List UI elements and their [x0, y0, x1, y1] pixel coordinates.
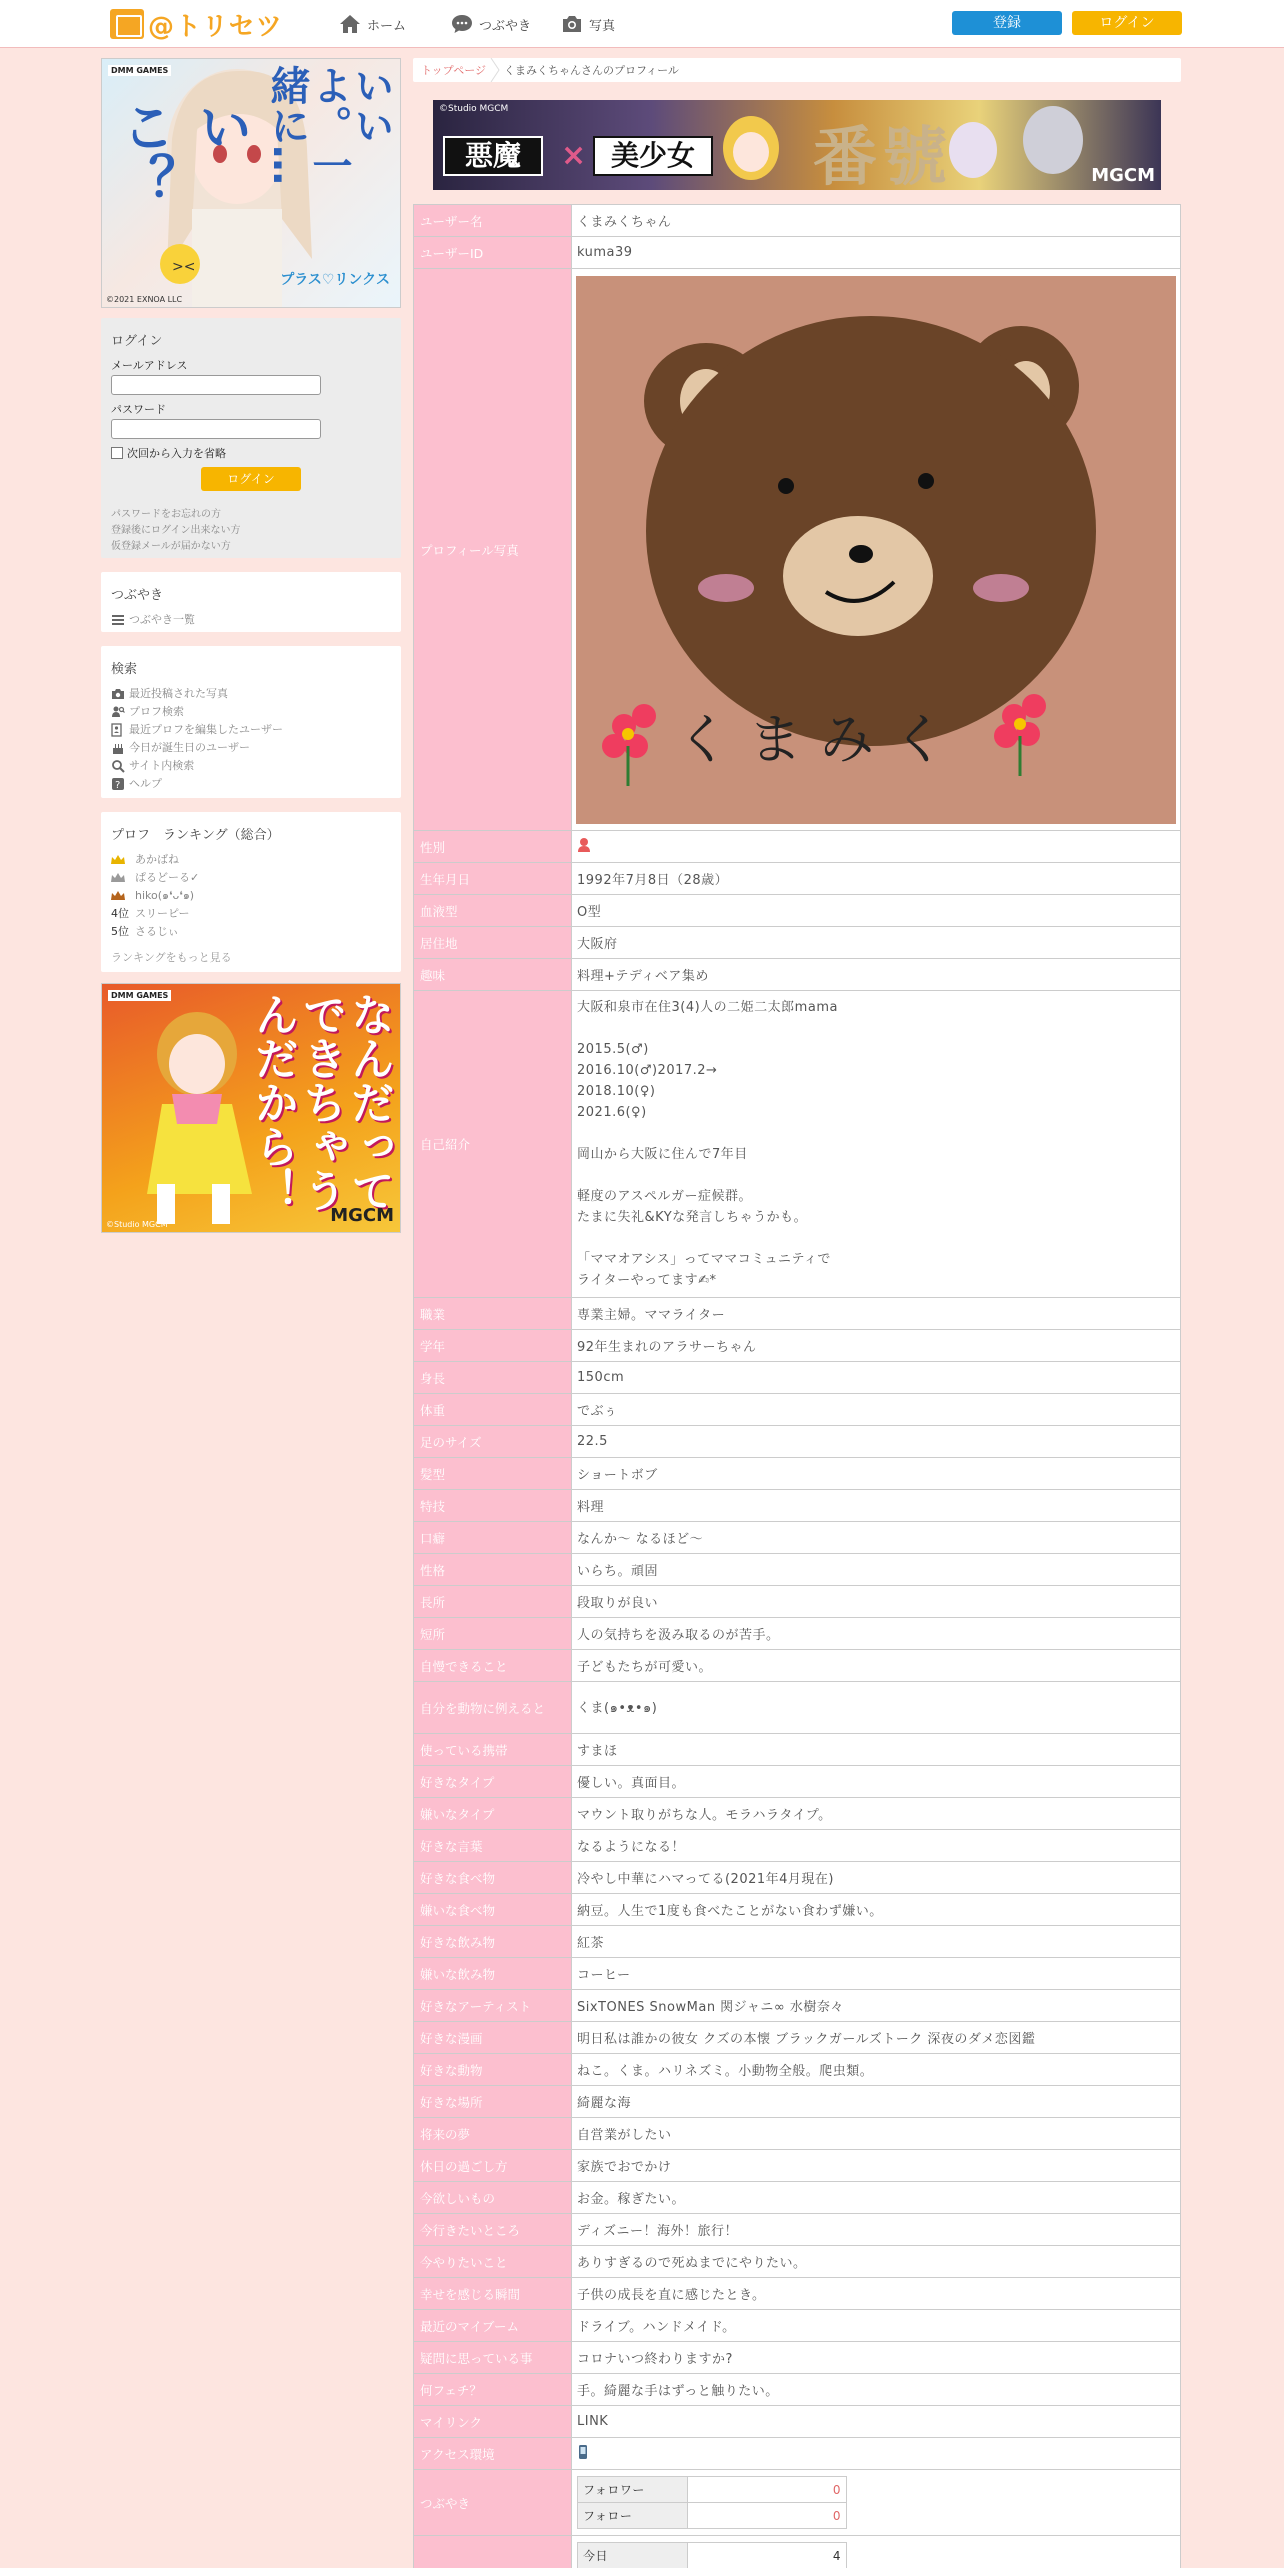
profile-value: くま(๑•ᴥ•๑)	[572, 1682, 1181, 1734]
profile-value: 自営業がしたい	[572, 2118, 1181, 2150]
access-stats-table	[577, 2542, 847, 2568]
profile-key: 好きな場所	[414, 2086, 572, 2118]
ranking-position: 4位	[111, 907, 129, 920]
profile-value: ありすぎるので死ぬまでにやりたい。	[572, 2246, 1181, 2278]
follower-label: フォロワー	[578, 2477, 688, 2503]
ad-headline: なんだってできちゃうんだから！	[247, 992, 394, 1212]
profile-value: ショートボブ	[572, 1458, 1181, 1490]
profile-value: 子どもたちが可愛い。	[572, 1650, 1181, 1682]
profile-row	[414, 1426, 1181, 1458]
birthday-link[interactable]	[111, 739, 391, 757]
profile-row	[414, 1734, 1181, 1766]
profile-row	[414, 2118, 1181, 2150]
banner-word-2: 美少女	[593, 136, 713, 176]
bronze-crown-icon	[111, 891, 125, 901]
breadcrumb-home-link[interactable]: トップページ	[421, 64, 487, 77]
profile-value: 綺麗な海	[572, 2086, 1181, 2118]
profile-key: 職業	[414, 1298, 572, 1330]
follow-count[interactable]: 0	[688, 2503, 847, 2529]
profile-row	[414, 2022, 1181, 2054]
profile-photo[interactable]	[576, 276, 1176, 824]
ranking-item[interactable]	[111, 851, 391, 869]
tweet-stats-cell	[572, 2470, 1181, 2536]
header-login-button[interactable]: ログイン	[1072, 11, 1182, 35]
tweet-box-title: つぶやき	[111, 588, 164, 603]
profile-value: 家族でおでかけ	[572, 2150, 1181, 2182]
profile-row	[414, 205, 1181, 237]
profile-key: 血液型	[414, 895, 572, 927]
recent-edited-label: 最近プロフを編集したユーザー	[129, 723, 283, 736]
profile-row	[414, 1394, 1181, 1426]
help-label: ヘルプ	[129, 777, 162, 790]
nav-home-label: ホーム	[367, 18, 407, 34]
ranking-item[interactable]	[111, 905, 391, 923]
profile-row	[414, 895, 1181, 927]
profile-row	[414, 1330, 1181, 1362]
profile-row	[414, 1650, 1181, 1682]
ranking-box	[101, 812, 401, 972]
today-label: 今日	[578, 2543, 688, 2568]
profile-key: 今行きたいところ	[414, 2214, 572, 2246]
profile-row	[414, 831, 1181, 863]
mobile-phone-icon	[577, 2444, 589, 2460]
profile-row	[414, 991, 1181, 1298]
profile-row	[414, 2278, 1181, 2310]
register-button[interactable]: 登録	[952, 11, 1062, 35]
site-search-label: サイト内検索	[129, 759, 195, 772]
ad-brand: MGCM	[330, 1205, 394, 1226]
profile-key: ユーザー名	[414, 205, 572, 237]
no-mail-link[interactable]: 仮登録メールが届かない方	[111, 541, 231, 552]
birthday-label: 今日が誕生日のユーザー	[129, 741, 250, 754]
profile-row	[414, 2246, 1181, 2278]
profile-key: 体重	[414, 1394, 572, 1426]
profile-value: ねこ。くま。ハリネズミ。小動物全般。爬虫類。	[572, 2054, 1181, 2086]
hobby-value: 料理+テディベア集め	[572, 959, 1181, 991]
profile-value: 明日私は誰かの彼女 クズの本懐 ブラックガールズトーク 深夜のダメ恋図鑑	[572, 2022, 1181, 2054]
profile-key: 性格	[414, 1554, 572, 1586]
profile-key: 休日の過ごし方	[414, 2150, 572, 2182]
profile-search-link[interactable]	[111, 703, 391, 721]
svg-text:><: ><	[172, 259, 196, 275]
search-box	[101, 646, 401, 798]
ad-copyright: ©Studio MGCM	[106, 1220, 168, 1229]
photo-text: くまみく	[676, 707, 964, 771]
ranking-name: スリーピー	[135, 907, 190, 920]
profile-value: ドライブ。ハンドメイド。	[572, 2310, 1181, 2342]
profile-row	[414, 2310, 1181, 2342]
profile-row	[414, 2342, 1181, 2374]
profile-row	[414, 1490, 1181, 1522]
nav-home[interactable]	[338, 10, 406, 38]
recent-photos-label: 最近投稿された写真	[129, 687, 228, 700]
breadcrumb-current: くまみくちゃんさんのプロフィール	[504, 64, 679, 77]
profile-key: ユーザーID	[414, 237, 572, 269]
profile-row	[414, 2150, 1181, 2182]
ranking-name: さるじぃ	[135, 925, 179, 938]
banner-word-1: 悪魔	[443, 136, 543, 176]
profile-value: いらち。頑固	[572, 1554, 1181, 1586]
gender-value	[572, 831, 1181, 863]
profile-key: 好きなアーティスト	[414, 1990, 572, 2022]
female-icon	[577, 837, 591, 853]
remember-label: 次回から入力を省略	[127, 447, 226, 460]
residence-value: 大阪府	[572, 927, 1181, 959]
cake-icon	[111, 741, 125, 755]
ranking-name: ぱるどーる✓	[135, 871, 200, 884]
ranking-more-link[interactable]: ランキングをもっと見る	[111, 951, 232, 964]
profile-key: アクセス環境	[414, 2438, 572, 2470]
profile-value: 段取りが良い	[572, 1586, 1181, 1618]
profile-row	[414, 2406, 1181, 2438]
ad-headline-2: いこ？	[113, 99, 253, 207]
profile-value: 92年生まれのアラサーちゃん	[572, 1330, 1181, 1362]
profile-row	[414, 1362, 1181, 1394]
site-logo[interactable]	[110, 6, 283, 42]
sidebar-ad-top[interactable]	[101, 58, 401, 308]
profile-value: お金。稼ぎたい。	[572, 2182, 1181, 2214]
home-icon	[338, 12, 362, 36]
password-field[interactable]	[111, 419, 321, 439]
help-icon	[111, 777, 125, 791]
profile-value: すまほ	[572, 1734, 1181, 1766]
access-stats-cell	[572, 2536, 1181, 2568]
profile-photo-cell	[572, 269, 1181, 831]
profile-key: 好きな言葉	[414, 1830, 572, 1862]
profile-row	[414, 1958, 1181, 1990]
breadcrumb	[413, 58, 1181, 82]
silver-crown-icon	[111, 873, 125, 883]
profile-row	[414, 2182, 1181, 2214]
password-label: パスワード	[111, 403, 166, 416]
profile-key: 好きな漫画	[414, 2022, 572, 2054]
profile-row	[414, 2214, 1181, 2246]
profile-key: つぶやき	[414, 2470, 572, 2536]
profile-key: 使っている携帯	[414, 1734, 572, 1766]
tweet-list-link[interactable]	[111, 611, 391, 629]
profile-row	[414, 2470, 1181, 2536]
ad-copyright: ©2021 EXNOA LLC	[106, 295, 183, 304]
profile-row	[414, 237, 1181, 269]
profile-value: コーヒー	[572, 1958, 1181, 1990]
banner-title: 番號	[813, 120, 953, 190]
tweet-box	[101, 572, 401, 632]
tweet-list-label: つぶやき一覧	[129, 613, 195, 626]
profile-key: 学年	[414, 1330, 572, 1362]
today-count: 4	[688, 2543, 847, 2568]
profile-key: 口癖	[414, 1522, 572, 1554]
profile-value: 手。綺麗な手はずっと触りたい。	[572, 2374, 1181, 2406]
profile-key: 好きな食べ物	[414, 1862, 572, 1894]
profile-key: 最近のマイブーム	[414, 2310, 572, 2342]
profile-key: マイリンク	[414, 2406, 572, 2438]
access-value	[572, 2438, 1181, 2470]
profile-value: コロナいつ終わりますか?	[572, 2342, 1181, 2374]
ranking-title: プロフ ランキング（総合）	[111, 828, 280, 843]
profile-key: 好きな動物	[414, 2054, 572, 2086]
blood-type-value: O型	[572, 895, 1181, 927]
profile-key: 幸せを感じる瞬間	[414, 2278, 572, 2310]
help-link[interactable]	[111, 775, 391, 793]
profile-key: 好きな飲み物	[414, 1926, 572, 1958]
profile-key: 嫌いな食べ物	[414, 1894, 572, 1926]
profile-key: 居住地	[414, 927, 572, 959]
profile-row	[414, 1990, 1181, 2022]
profile-row	[414, 269, 1181, 831]
ad-tag: DMM GAMES	[108, 65, 171, 76]
banner-copyright: ©Studio MGCM	[439, 104, 509, 114]
profile-key: 短所	[414, 1618, 572, 1650]
edit-profile-icon	[111, 723, 125, 737]
forgot-password-link[interactable]: パスワードをお忘れの方	[111, 509, 221, 520]
profile-value: SixTONES SnowMan 関ジャニ∞ 水樹奈々	[572, 1990, 1181, 2022]
profile-row	[414, 863, 1181, 895]
userid-value: kuma39	[572, 237, 1181, 269]
profile-value: 優しい。真面目。	[572, 1766, 1181, 1798]
profile-value: 人の気持ちを汲み取るのが苦手。	[572, 1618, 1181, 1650]
follower-count[interactable]: 0	[688, 2477, 847, 2503]
profile-row	[414, 2086, 1181, 2118]
profile-key: 足のサイズ	[414, 1426, 572, 1458]
profile-value: でぶぅ	[572, 1394, 1181, 1426]
profile-row	[414, 1522, 1181, 1554]
remember-checkbox[interactable]	[111, 447, 123, 459]
ranking-name: あかばね	[135, 853, 179, 866]
profile-value: 冷やし中華にハマってる(2021年4月現在)	[572, 1862, 1181, 1894]
nav-photos[interactable]	[560, 10, 615, 38]
profile-key: 髪型	[414, 1458, 572, 1490]
recent-edited-link[interactable]	[111, 721, 391, 739]
profile-row	[414, 2438, 1181, 2470]
profile-row	[414, 1766, 1181, 1798]
profile-key: 趣味	[414, 959, 572, 991]
profile-value: ディズニー！海外！旅行！	[572, 2214, 1181, 2246]
profile-row	[414, 1618, 1181, 1650]
camera-icon	[111, 687, 125, 701]
nav-tweets[interactable]	[450, 10, 531, 38]
search-icon	[111, 759, 125, 773]
profile-key: 特技	[414, 1490, 572, 1522]
cannot-login-link[interactable]: 登録後にログイン出来ない方	[111, 525, 241, 536]
profile-key: 今やりたいこと	[414, 2246, 572, 2278]
username-value: くまみくちゃん	[572, 205, 1181, 237]
profile-value: 150cm	[572, 1362, 1181, 1394]
profile-key: 好きなタイプ	[414, 1766, 572, 1798]
ranking-item[interactable]	[111, 869, 391, 887]
profile-value: なるようになる！	[572, 1830, 1181, 1862]
profile-key: 今欲しいもの	[414, 2182, 572, 2214]
banner-brand: MGCM	[1091, 165, 1155, 186]
profile-value: 料理	[572, 1490, 1181, 1522]
gold-crown-icon	[111, 855, 125, 865]
profile-row	[414, 1298, 1181, 1330]
profile-key: 何フェチ？	[414, 2374, 572, 2406]
profile-row	[414, 1862, 1181, 1894]
profile-row	[414, 1926, 1181, 1958]
profile-key: 嫌いな飲み物	[414, 1958, 572, 1990]
ranking-item[interactable]	[111, 887, 391, 905]
svg-text:?: ?	[115, 780, 121, 791]
profile-value: 22.5	[572, 1426, 1181, 1458]
profile-row	[414, 959, 1181, 991]
site-header	[0, 0, 1284, 48]
profile-row	[414, 1894, 1181, 1926]
mylink-value[interactable]: LINK	[572, 2406, 1181, 2438]
follow-stats-table	[577, 2476, 847, 2529]
ranking-position: 5位	[111, 925, 129, 938]
profile-row	[414, 927, 1181, 959]
login-title: ログイン	[111, 334, 163, 349]
profile-key: 生年月日	[414, 863, 572, 895]
profile-key: 将来の夢	[414, 2118, 572, 2150]
flower-right-icon	[994, 694, 1046, 776]
recent-photos-link[interactable]	[111, 685, 391, 703]
camera-icon	[560, 12, 584, 36]
nav-tweets-label: つぶやき	[479, 18, 532, 34]
login-box	[101, 318, 401, 558]
birthday-value: 1992年7月8日（28歳）	[572, 863, 1181, 895]
profile-key: プロフィール写真	[414, 269, 572, 831]
bear-illustration	[576, 276, 1176, 824]
self-intro-value: 大阪和泉市在住3(4)人の二姫二太郎mama 2015.5(♂) 2016.10(♂)2017.2→ 2018.10(♀) 2021.6(♀) 岡山から大阪に住んで7年目 軽度のアスペルガー症候群。 たまに失礼&KYな発言しちゃうかも。 「ママオアシス」ってママコミュニティで ライターやってます✍︎*	[572, 991, 1181, 1298]
profile-key: 疑問に思っている事	[414, 2342, 572, 2374]
profile-key: 性別	[414, 831, 572, 863]
user-search-icon	[111, 705, 125, 719]
profile-key: 身長	[414, 1362, 572, 1394]
profile-key: 自分を動物に例えると	[414, 1682, 572, 1734]
profile-search-label: プロフ検索	[129, 705, 184, 718]
search-box-title: 検索	[111, 662, 138, 677]
profile-row	[414, 2374, 1181, 2406]
follow-label: フォロー	[578, 2503, 688, 2529]
profile-value: 納豆。人生で1度も食べたことがない食わず嫌い。	[572, 1894, 1181, 1926]
book-logo-icon	[110, 9, 144, 39]
profile-row	[414, 1682, 1181, 1734]
nav-photos-label: 写真	[589, 18, 616, 34]
profile-key: 嫌いなタイプ	[414, 1798, 572, 1830]
ad-tag: DMM GAMES	[108, 990, 171, 1001]
email-label: メールアドレス	[111, 359, 188, 372]
flower-left-icon	[602, 704, 656, 786]
profile-row	[414, 2536, 1181, 2568]
ad-brand: プラス♡リンクス	[280, 272, 390, 288]
profile-row	[414, 2054, 1181, 2086]
breadcrumb-separator-icon	[490, 58, 500, 82]
banner-characters-illustration	[433, 100, 1161, 190]
profile-row	[414, 1830, 1181, 1862]
remember-row	[111, 445, 391, 461]
profile-key-empty	[414, 2536, 572, 2568]
profile-detail-rows	[414, 1298, 1181, 2406]
list-icon	[111, 613, 125, 627]
profile-key: 自己紹介	[414, 991, 572, 1298]
profile-table	[413, 204, 1181, 2568]
profile-value: 子供の成長を直に感じたとき。	[572, 2278, 1181, 2310]
ranking-name: hiko(๑❛ᴗ❛๑)	[135, 889, 195, 902]
site-search-link[interactable]	[111, 757, 391, 775]
login-button[interactable]: ログイン	[201, 467, 301, 491]
sidebar-ad-bottom[interactable]	[101, 983, 401, 1233]
profile-row	[414, 1798, 1181, 1830]
logo-text: @トリセツ	[148, 11, 283, 42]
profile-value: なんか～ なるほど～	[572, 1522, 1181, 1554]
profile-value: 紅茶	[572, 1926, 1181, 1958]
profile-row	[414, 1586, 1181, 1618]
speech-bubble-icon	[450, 12, 474, 36]
profile-key: 自慢できること	[414, 1650, 572, 1682]
profile-key: 長所	[414, 1586, 572, 1618]
profile-value: 専業主婦。ママライター	[572, 1298, 1181, 1330]
profile-row	[414, 1458, 1181, 1490]
ad-headline: いいよ。一緒に…	[264, 65, 394, 185]
email-field[interactable]	[111, 375, 321, 395]
banner-cross: ×	[561, 138, 587, 173]
profile-value: マウント取りがちな人。モラハラタイプ。	[572, 1798, 1181, 1830]
banner-ad[interactable]	[433, 100, 1161, 190]
profile-row	[414, 1554, 1181, 1586]
ranking-item[interactable]	[111, 923, 391, 941]
